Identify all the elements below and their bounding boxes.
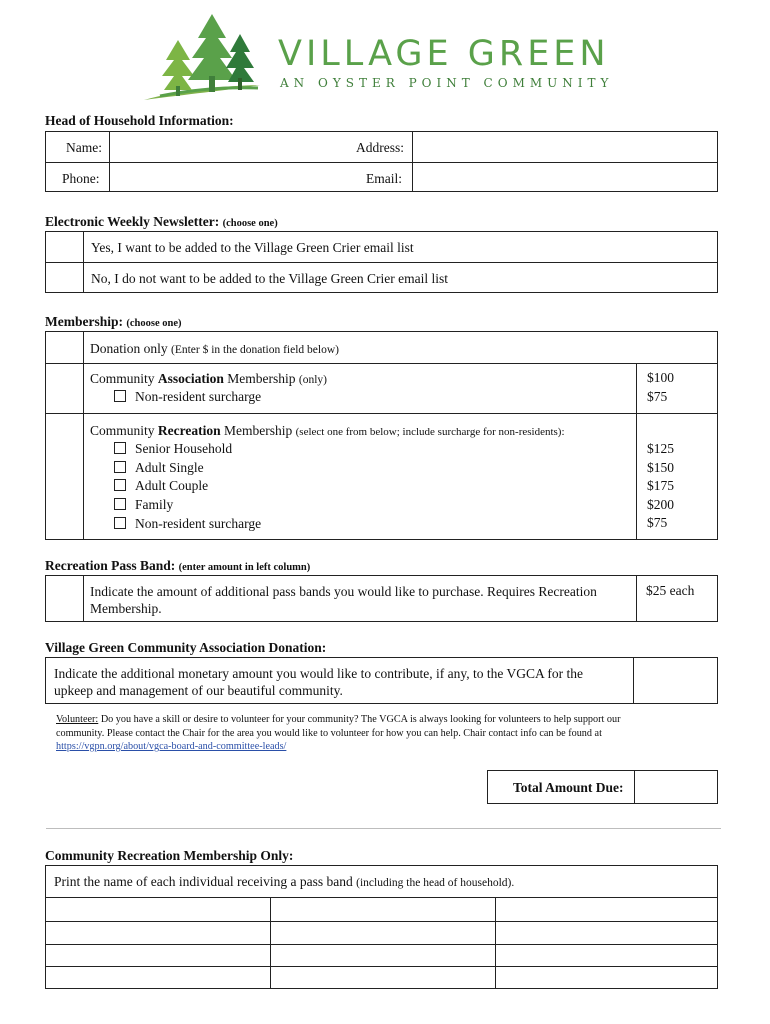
association-surcharge-label: Non-resident surcharge: [135, 389, 262, 404]
recreation-bold: Recreation: [157, 423, 221, 438]
total-amount-field[interactable]: [636, 772, 717, 802]
pass-band-table: [45, 575, 718, 622]
total-table: [487, 770, 718, 804]
recreation-price: $150: [647, 459, 674, 475]
recreation-option-surcharge[interactable]: [114, 515, 261, 534]
pass-band-note: (enter amount in left column): [178, 562, 311, 573]
newsletter-yes-checkbox[interactable]: [47, 233, 82, 261]
recreation-options-list: [114, 440, 261, 534]
name-cell[interactable]: [272, 899, 494, 920]
newsletter-no-checkbox[interactable]: [47, 264, 82, 291]
recreation-price: $125: [647, 441, 674, 456]
section-divider: [46, 828, 721, 829]
volunteer-line1: Do you have a skill or desire to volunteer for your community? The VGCA is always looking for volunteers to help support our: [100, 714, 621, 725]
instruction-main: Print the name of each individual receiving a pass band: [54, 874, 353, 889]
recreation-option-label: Adult Single: [135, 459, 204, 475]
newsletter-yes-option: Yes, I want to be added to the Village Green Crier email list: [91, 240, 414, 255]
association-bold: Association: [157, 371, 224, 386]
pass-band-quantity-field[interactable]: [47, 577, 82, 620]
donation-line1: Indicate the additional monetary amount you would like to contribute, if any, to the VGCA for the: [54, 666, 584, 681]
checkbox-icon[interactable]: [114, 498, 126, 510]
recreation-option-label: Non-resident surcharge: [135, 515, 262, 531]
newsletter-note: (choose one): [222, 218, 278, 229]
recreation-option-adult-couple[interactable]: [114, 477, 261, 496]
recreation-option-label: Family: [135, 497, 174, 513]
instruction-note: (including the head of household).: [356, 877, 515, 889]
name-cell[interactable]: [47, 968, 269, 987]
checkbox-icon[interactable]: [114, 461, 126, 473]
donation-only-note: (Enter $ in the donation field below): [171, 344, 339, 356]
name-cell[interactable]: [497, 923, 716, 943]
recreation-note: (select one from below; include surcharge for non-residents):: [295, 426, 565, 438]
recreation-option-senior[interactable]: [114, 440, 261, 459]
checkbox-icon[interactable]: [114, 390, 126, 402]
household-table: [45, 131, 718, 192]
association-prefix: Community: [90, 371, 155, 386]
pass-band-line1: Indicate the amount of additional pass bands you would like to purchase. Requires Recreation: [90, 584, 597, 599]
donation-table: [45, 657, 718, 704]
recreation-option-adult-single[interactable]: [114, 459, 261, 478]
association-note: (only): [298, 374, 328, 386]
name-cell[interactable]: [497, 899, 716, 920]
recreation-prices-list: [647, 440, 674, 533]
association-price: $100: [647, 370, 674, 385]
phone-field[interactable]: [111, 164, 411, 191]
membership-note: (choose one): [126, 318, 182, 329]
donation-amount-field[interactable]: [636, 659, 717, 702]
pass-band-title: [45, 558, 310, 574]
email-label: Email:: [366, 171, 402, 186]
donation-line2: upkeep and management of our beautiful community.: [54, 683, 343, 698]
donation-only-option: [90, 341, 339, 357]
membership-table: [45, 331, 718, 540]
phone-label: Phone:: [62, 171, 100, 186]
newsletter-title: [45, 214, 278, 230]
membership-title-text: Membership:: [45, 314, 123, 329]
address-label: Address:: [356, 140, 404, 155]
pass-band-names-instruction: [54, 874, 514, 890]
recreation-membership-option: [90, 423, 565, 439]
recreation-option-label: Senior Household: [135, 441, 233, 456]
membership-title: [45, 314, 182, 330]
name-cell[interactable]: [497, 968, 716, 987]
recreation-price: $200: [647, 496, 674, 512]
association-membership-checkbox[interactable]: [47, 365, 82, 412]
newsletter-title-text: Electronic Weekly Newsletter:: [45, 214, 220, 229]
name-cell[interactable]: [272, 946, 494, 965]
logo-subtitle: AN OYSTER POINT COMMUNITY: [280, 76, 614, 90]
recreation-only-title: Community Recreation Membership Only:: [45, 848, 294, 863]
email-field[interactable]: [414, 164, 716, 191]
address-field[interactable]: [414, 133, 716, 161]
association-surcharge-item[interactable]: [114, 388, 261, 407]
checkbox-icon[interactable]: [114, 442, 126, 454]
newsletter-table: [45, 231, 718, 293]
recreation-price: $75: [647, 515, 668, 531]
checkbox-icon[interactable]: [114, 479, 126, 491]
volunteer-link[interactable]: https://vgpn.org/about/vgca-board-and-committee-leads/: [56, 741, 287, 753]
recreation-option-label: Adult Couple: [135, 478, 209, 494]
name-field[interactable]: [111, 133, 411, 161]
name-cell[interactable]: [272, 968, 494, 987]
logo-title: VILLAGE GREEN: [278, 34, 610, 74]
name-label: Name:: [66, 140, 102, 155]
pass-band-price: $25 each: [646, 583, 695, 598]
name-cell[interactable]: [272, 923, 494, 943]
donation-title: Village Green Community Association Donation:: [45, 640, 327, 655]
name-cell[interactable]: [47, 946, 269, 965]
household-title: Head of Household Information:: [45, 113, 234, 128]
recreation-membership-checkbox[interactable]: [47, 415, 82, 538]
recreation-prefix: Community: [90, 423, 155, 438]
pass-band-line2: Membership.: [90, 601, 162, 616]
name-cell[interactable]: [47, 899, 269, 920]
volunteer-label: Volunteer:: [56, 714, 99, 725]
total-label: Total Amount Due:: [513, 780, 624, 795]
trees-logo-icon: [140, 12, 270, 104]
pass-band-description: [90, 583, 597, 617]
pass-band-title-text: Recreation Pass Band:: [45, 558, 176, 573]
checkbox-icon[interactable]: [114, 517, 126, 529]
village-green-logo: [140, 12, 614, 104]
recreation-price: $175: [647, 478, 674, 494]
recreation-suffix: Membership: [224, 423, 293, 438]
association-surcharge-price: $75: [647, 389, 668, 404]
volunteer-line2: community. Please contact the Chair for the area you would like to volunteer for how you can help. Chair contact info can be found at: [56, 727, 602, 739]
pass-band-names-table: [45, 865, 718, 989]
name-cell[interactable]: [47, 923, 269, 943]
association-membership-option: [90, 371, 327, 387]
donation-only-label: Donation only: [90, 341, 168, 356]
recreation-option-family[interactable]: [114, 496, 261, 515]
name-cell[interactable]: [497, 946, 716, 965]
newsletter-no-option: No, I do not want to be added to the Village Green Crier email list: [91, 271, 448, 286]
donation-only-checkbox[interactable]: [47, 333, 82, 362]
volunteer-note: [56, 713, 716, 754]
donation-description: [54, 665, 583, 699]
association-suffix: Membership: [227, 371, 296, 386]
